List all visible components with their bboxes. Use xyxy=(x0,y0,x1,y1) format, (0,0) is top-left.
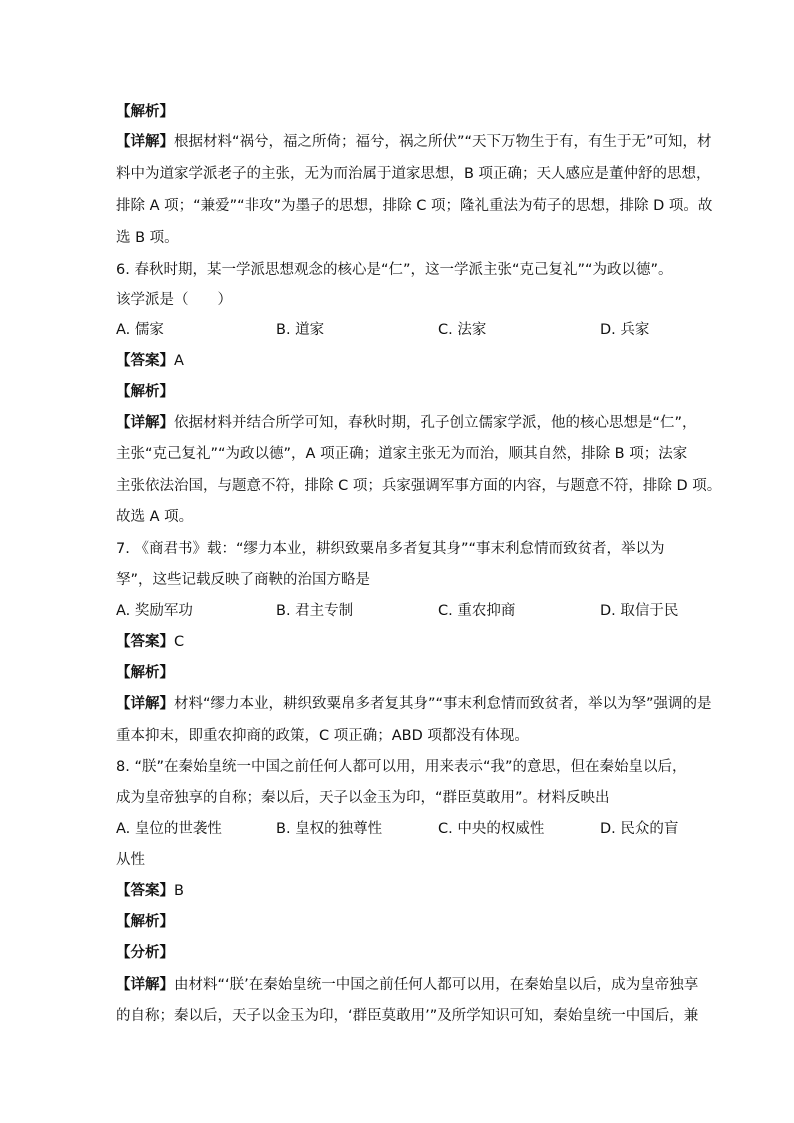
question-7-option-c: C. 重农抑商 xyxy=(438,603,516,619)
question-6-option-c: C. 法家 xyxy=(438,322,487,338)
detail-line: 主张“克己复礼”“为政以德”，A 项正确；道家主张无为而治，顺其自然，排除 B 项；法家 xyxy=(116,446,688,462)
question-6-option-b: B. 道家 xyxy=(276,322,325,338)
detail-line: 【详解】由材料“‘朕’在秦始皇统一中国之前任何人都可以用，在秦始皇以后，成为皇帝独享 xyxy=(116,977,699,993)
question-6-stem: 该学派是（ ） xyxy=(116,292,232,308)
detail-line: 料中为道家学派老子的主张，无为而治属于道家思想，B 项正确；天人感应是董仲舒的思想， xyxy=(116,166,711,182)
detail-line: 排除 A 项；“兼爱”“非攻”为墨子的思想，排除 C 项；隆礼重法为荀子的思想，排除 D 项。故 xyxy=(116,198,713,214)
analysis-heading: 【解析】 xyxy=(116,384,174,400)
question-8-stem: 8. “朕”在秦始皇统一中国之前任何人都可以用，用来表示“我”的意思，但在秦始皇以后， xyxy=(116,759,687,775)
analysis-heading: 【解析】 xyxy=(116,665,174,681)
question-8-option-d: D. 民众的盲 xyxy=(600,821,679,837)
question-7-stem: 7. 《商君书》载：“缪力本业，耕织致粟帛多者复其身”“事末利怠情而致贫者，举以为 xyxy=(116,541,665,557)
question-8-stem: 成为皇帝独享的自称；秦以后，天子以金玉为印，“群臣莫敢用”。材料反映出 xyxy=(116,790,610,806)
detail-line: 主张依法治国，与题意不符，排除 C 项；兵家强调军事方面的内容，与题意不符，排除 D 项。 xyxy=(116,478,722,494)
detail-line: 故选 A 项。 xyxy=(116,509,194,525)
analysis-heading: 【解析】 xyxy=(116,914,174,930)
analysis-heading: 【解析】 xyxy=(116,104,174,120)
question-8-answer: 【答案】B xyxy=(116,883,184,899)
question-6-option-a: A. 儒家 xyxy=(116,322,164,338)
question-7-stem: 孥”，这些记载反映了商鞅的治国方略是 xyxy=(116,572,371,588)
question-8-option-b: B. 皇权的独尊性 xyxy=(276,821,383,837)
question-8-option-d-cont: 从性 xyxy=(116,852,145,868)
detail-line: 选 B 项。 xyxy=(116,230,179,246)
question-7-option-a: A. 奖励军功 xyxy=(116,603,193,619)
detail-line: 【详解】根据材料“祸兮，福之所倚；福兮，祸之所伏”“天下万物生于有，有生于无”可知，材 xyxy=(116,134,712,150)
question-6-option-d: D. 兵家 xyxy=(600,322,650,338)
detail-line: 【详解】材料“缪力本业，耕织致粟帛多者复其身”“事末利怠情而致贫者，举以为孥”强调的是 xyxy=(116,696,712,712)
detail-line: 重本抑末，即重农抑商的政策，C 项正确；ABD 项都没有体现。 xyxy=(116,728,529,744)
question-8-option-a: A. 皇位的世袭性 xyxy=(116,821,222,837)
analysis-subheading: 【分析】 xyxy=(116,945,174,961)
detail-line: 【详解】依据材料并结合所学可知，春秋时期，孔子创立儒家学派，他的核心思想是“仁”， xyxy=(116,415,697,431)
question-6-stem: 6. 春秋时期，某一学派思想观念的核心是“仁”，这一学派主张“克己复礼”“为政以德”。 xyxy=(116,262,673,278)
question-7-option-b: B. 君主专制 xyxy=(276,603,354,619)
question-7-option-d: D. 取信于民 xyxy=(600,603,679,619)
question-6-answer: 【答案】A xyxy=(116,353,184,369)
question-7-answer: 【答案】C xyxy=(116,634,185,650)
question-8-option-c: C. 中央的权威性 xyxy=(438,821,545,837)
detail-line: 的自称；秦以后，天子以金玉为印，‘群臣莫敢用’”及所学知识可知，秦始皇统一中国后，兼 xyxy=(116,1008,699,1024)
